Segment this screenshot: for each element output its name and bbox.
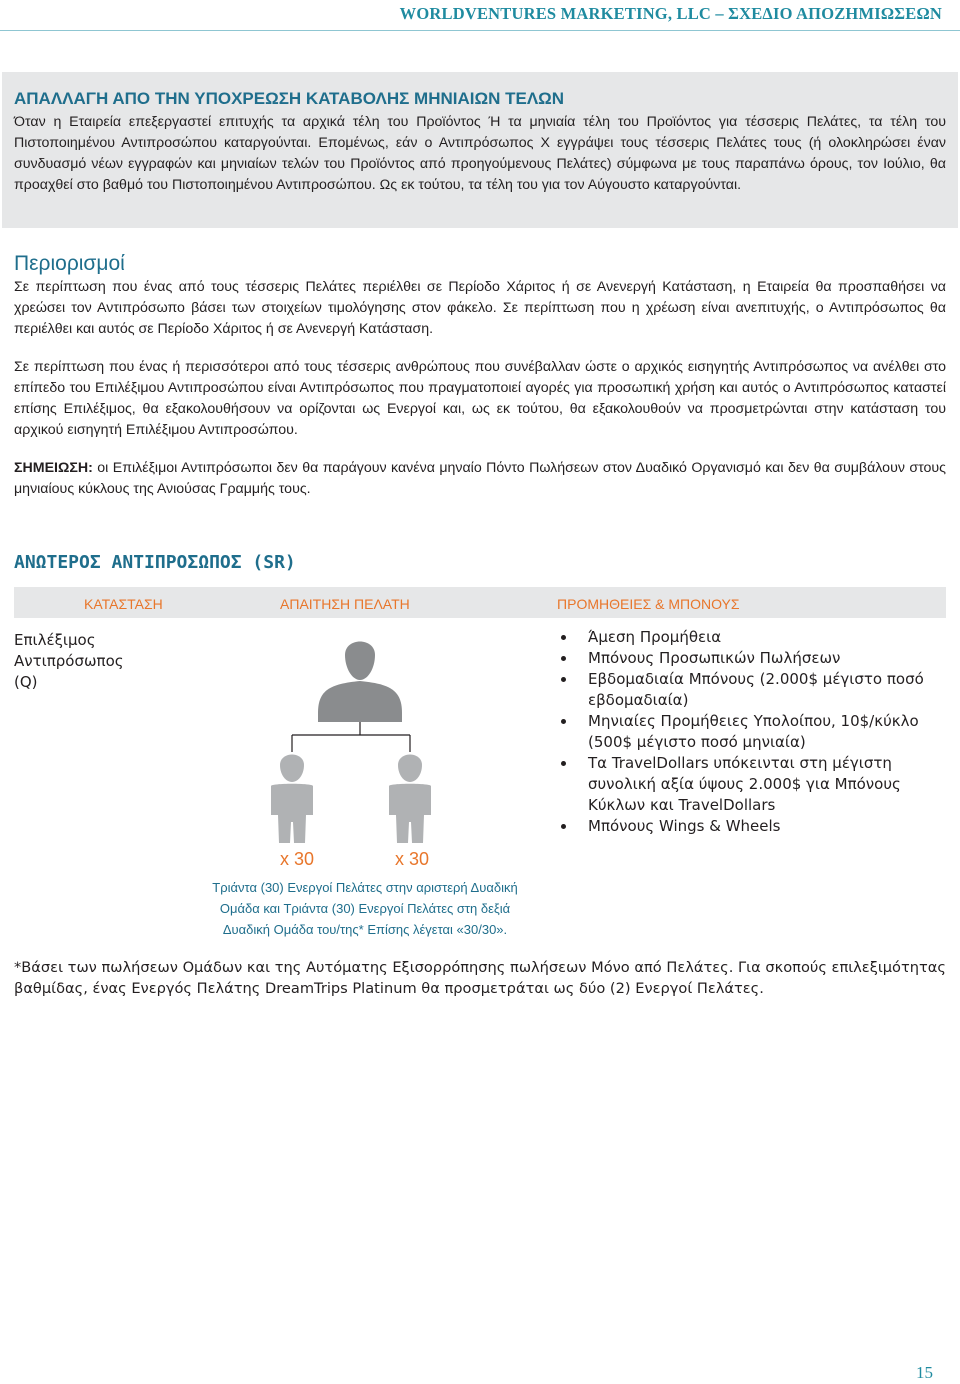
note-text: οι Επιλέξιμοι Αντιπρόσωποι δεν θα παράγουν κανένα μηναίο Πόντο Πωλήσεων στον Δυαδικό Οργανισμό και δεν θα συμβάλουν στους μηνιαίους κύκλους της Ανιούσας Γραμμής τους. xyxy=(14,460,946,497)
caption-line: Τριάντα (30) Ενεργοί Πελάτες στην αριστερή Δυαδική xyxy=(212,880,518,895)
list-item: Μηνιαίες Προμήθειες Υπολοίπου, 10$/κύκλο (500$ μέγιστο ποσό μηνιαία) xyxy=(557,711,947,753)
exemption-title: ΑΠΑΛΛΑΓΗ ΑΠΟ ΤΗΝ ΥΠΟΧΡΕΩΣΗ ΚΑΤΑΒΟΛΗΣ ΜΗΝΙΑΙΩΝ ΤΕΛΩΝ xyxy=(14,89,565,108)
list-item: Άμεση Προμήθεια xyxy=(557,627,947,648)
restrictions-title: Περιορισμοί xyxy=(14,252,125,275)
left-person-icon xyxy=(271,755,313,844)
column-header-requirement: ΑΠΑΙΤΗΣΗ ΠΕΛΑΤΗ xyxy=(280,596,410,612)
note-label: ΣΗΜΕΙΩΣΗ: xyxy=(14,460,93,476)
running-header: WORLDVENTURES MARKETING, LLC – ΣΧΕΔΙΟ ΑΠΟΖΗΜΙΩΣΕΩΝ xyxy=(399,4,942,23)
caption-line: Ομάδα και Τριάντα (30) Ενεργοί Πελάτες στη δεξιά xyxy=(219,901,511,916)
list-item: Τα TravelDollars υπόκεινται στη μέγιστη συνολική αξία ύψους 2.000$ για Μπόνους Κύκλων και TravelDollars xyxy=(557,753,947,816)
column-header-bonuses: ΠΡΟΜΗΘΕΙΕΣ & ΜΠΟΝΟΥΣ xyxy=(557,596,740,612)
right-team-count: x 30 xyxy=(395,849,430,869)
caption-line: Δυαδική Ομάδα του/της* Επίσης λέγεται «30/30». xyxy=(222,922,508,937)
footnote: *Βάσει των πωλήσεων Ομάδων και της Αυτόματης Εξισορρόπησης πωλήσεων Μόνο από Πελάτες. Για σκοπούς επιλεξιμότητας βαθμίδας, ένας Ενεργός Πελάτης DreamTrips Platinum θα προσμετράται ως δύο (2) Ενεργοί Πελάτες. xyxy=(14,959,946,997)
exemption-text: Όταν η Εταιρεία επεξεργαστεί επιτυχής τα αρχικά τέλη του Προϊόντος Ή τα μηνιαία τέλη του Προϊόντος για τέσσερις Πελάτες, τα τέλη του Πιστοποιημένου Αντιπροσώπου καταργούνται. Επομένως, εάν ο Αντιπρόσωπος Χ εγγράψει τους τέσσερις Πελάτες τους (ή ολοκληρώσει έναν συνδυασμό νέων εγγραφών και μηνιαίων τελών του Προϊόντος από προηγούμενους Πελάτες) σύμφωνα με τους παραπάνω όρους, τον Ιούλιο, θα προαχθεί στο βαθμό του Πιστοποιημένου Αντιπροσώπου. Ως εκ τούτου, τα τέλη του για τον Αύγουστο καταργούνται. xyxy=(14,114,946,193)
list-item: Μπόνους Wings & Wheels xyxy=(557,816,947,837)
left-team-count: x 30 xyxy=(280,849,315,869)
page-number: 15 xyxy=(916,1363,933,1382)
status-line: (Q) xyxy=(14,673,38,691)
tree-connectors xyxy=(292,722,410,752)
status-line: Αντιπρόσωπος xyxy=(14,652,124,670)
restrictions-paragraph-2: Σε περίπτωση που ένας ή περισσότεροι από τους τέσσερις ανθρώπους που συνέβαλλαν ώστε ο αρχικός εισηγητής Αντιπρόσωπος να ανέλθει στο επίπεδο του Επιλέξιμου Αντιπροσώπου είναι Αντιπρόσωπος που πραγματοποιεί αγορές για προσωπική χρήση και αυτός ο Αντιπρόσωπος καταστεί επίσης Επιλέξιμος, θα εξακολουθήσουν να ορίζονται ως Ενεργοί και, ως εκ τούτου, θα εξακολουθούν να προσμετρώνται στην κατάσταση του αρχικού εισηγητή Επιλέξιμου Αντιπροσώπου. xyxy=(14,359,946,438)
status-line: Επιλέξιμος xyxy=(14,631,96,649)
requirement-caption xyxy=(160,877,570,940)
list-item: Εβδομαδιαία Μπόνους (2.000$ μέγιστο ποσό εβδομαδιαία) xyxy=(557,669,947,711)
top-person-head xyxy=(345,642,375,681)
restrictions-paragraph-1: Σε περίπτωση που ένας από τους τέσσερις Πελάτες περιέλθει σε Περίοδο Χάριτος ή σε Ανενεργή Κατάσταση, η Εταιρεία θα προσπαθήσει να χρεώσει τον Αντιπρόσωπο βάσει των στοιχείων τιμολόγησης στον φάκελο. Σε περίπτωση που η χρέωση είναι ανεπιτυχής, ο Αντιπρόσωπος θα περιέλθει και αυτός σε Περίοδο Χάριτος ή σε Ανενεργή Κατάσταση. xyxy=(14,279,946,337)
bonuses-list xyxy=(557,627,947,837)
senior-rep-title: ΑΝΩΤΕΡΟΣ ΑΝΤΙΠΡΟΣΩΠΟΣ (SR) xyxy=(14,552,296,573)
list-item: Μπόνους Προσωπικών Πωλήσεων xyxy=(557,648,947,669)
top-person-icon xyxy=(318,642,402,723)
column-header-status: ΚΑΤΑΣΤΑΣΗ xyxy=(84,596,163,612)
top-person-body xyxy=(318,681,402,722)
right-person-icon xyxy=(389,755,431,844)
